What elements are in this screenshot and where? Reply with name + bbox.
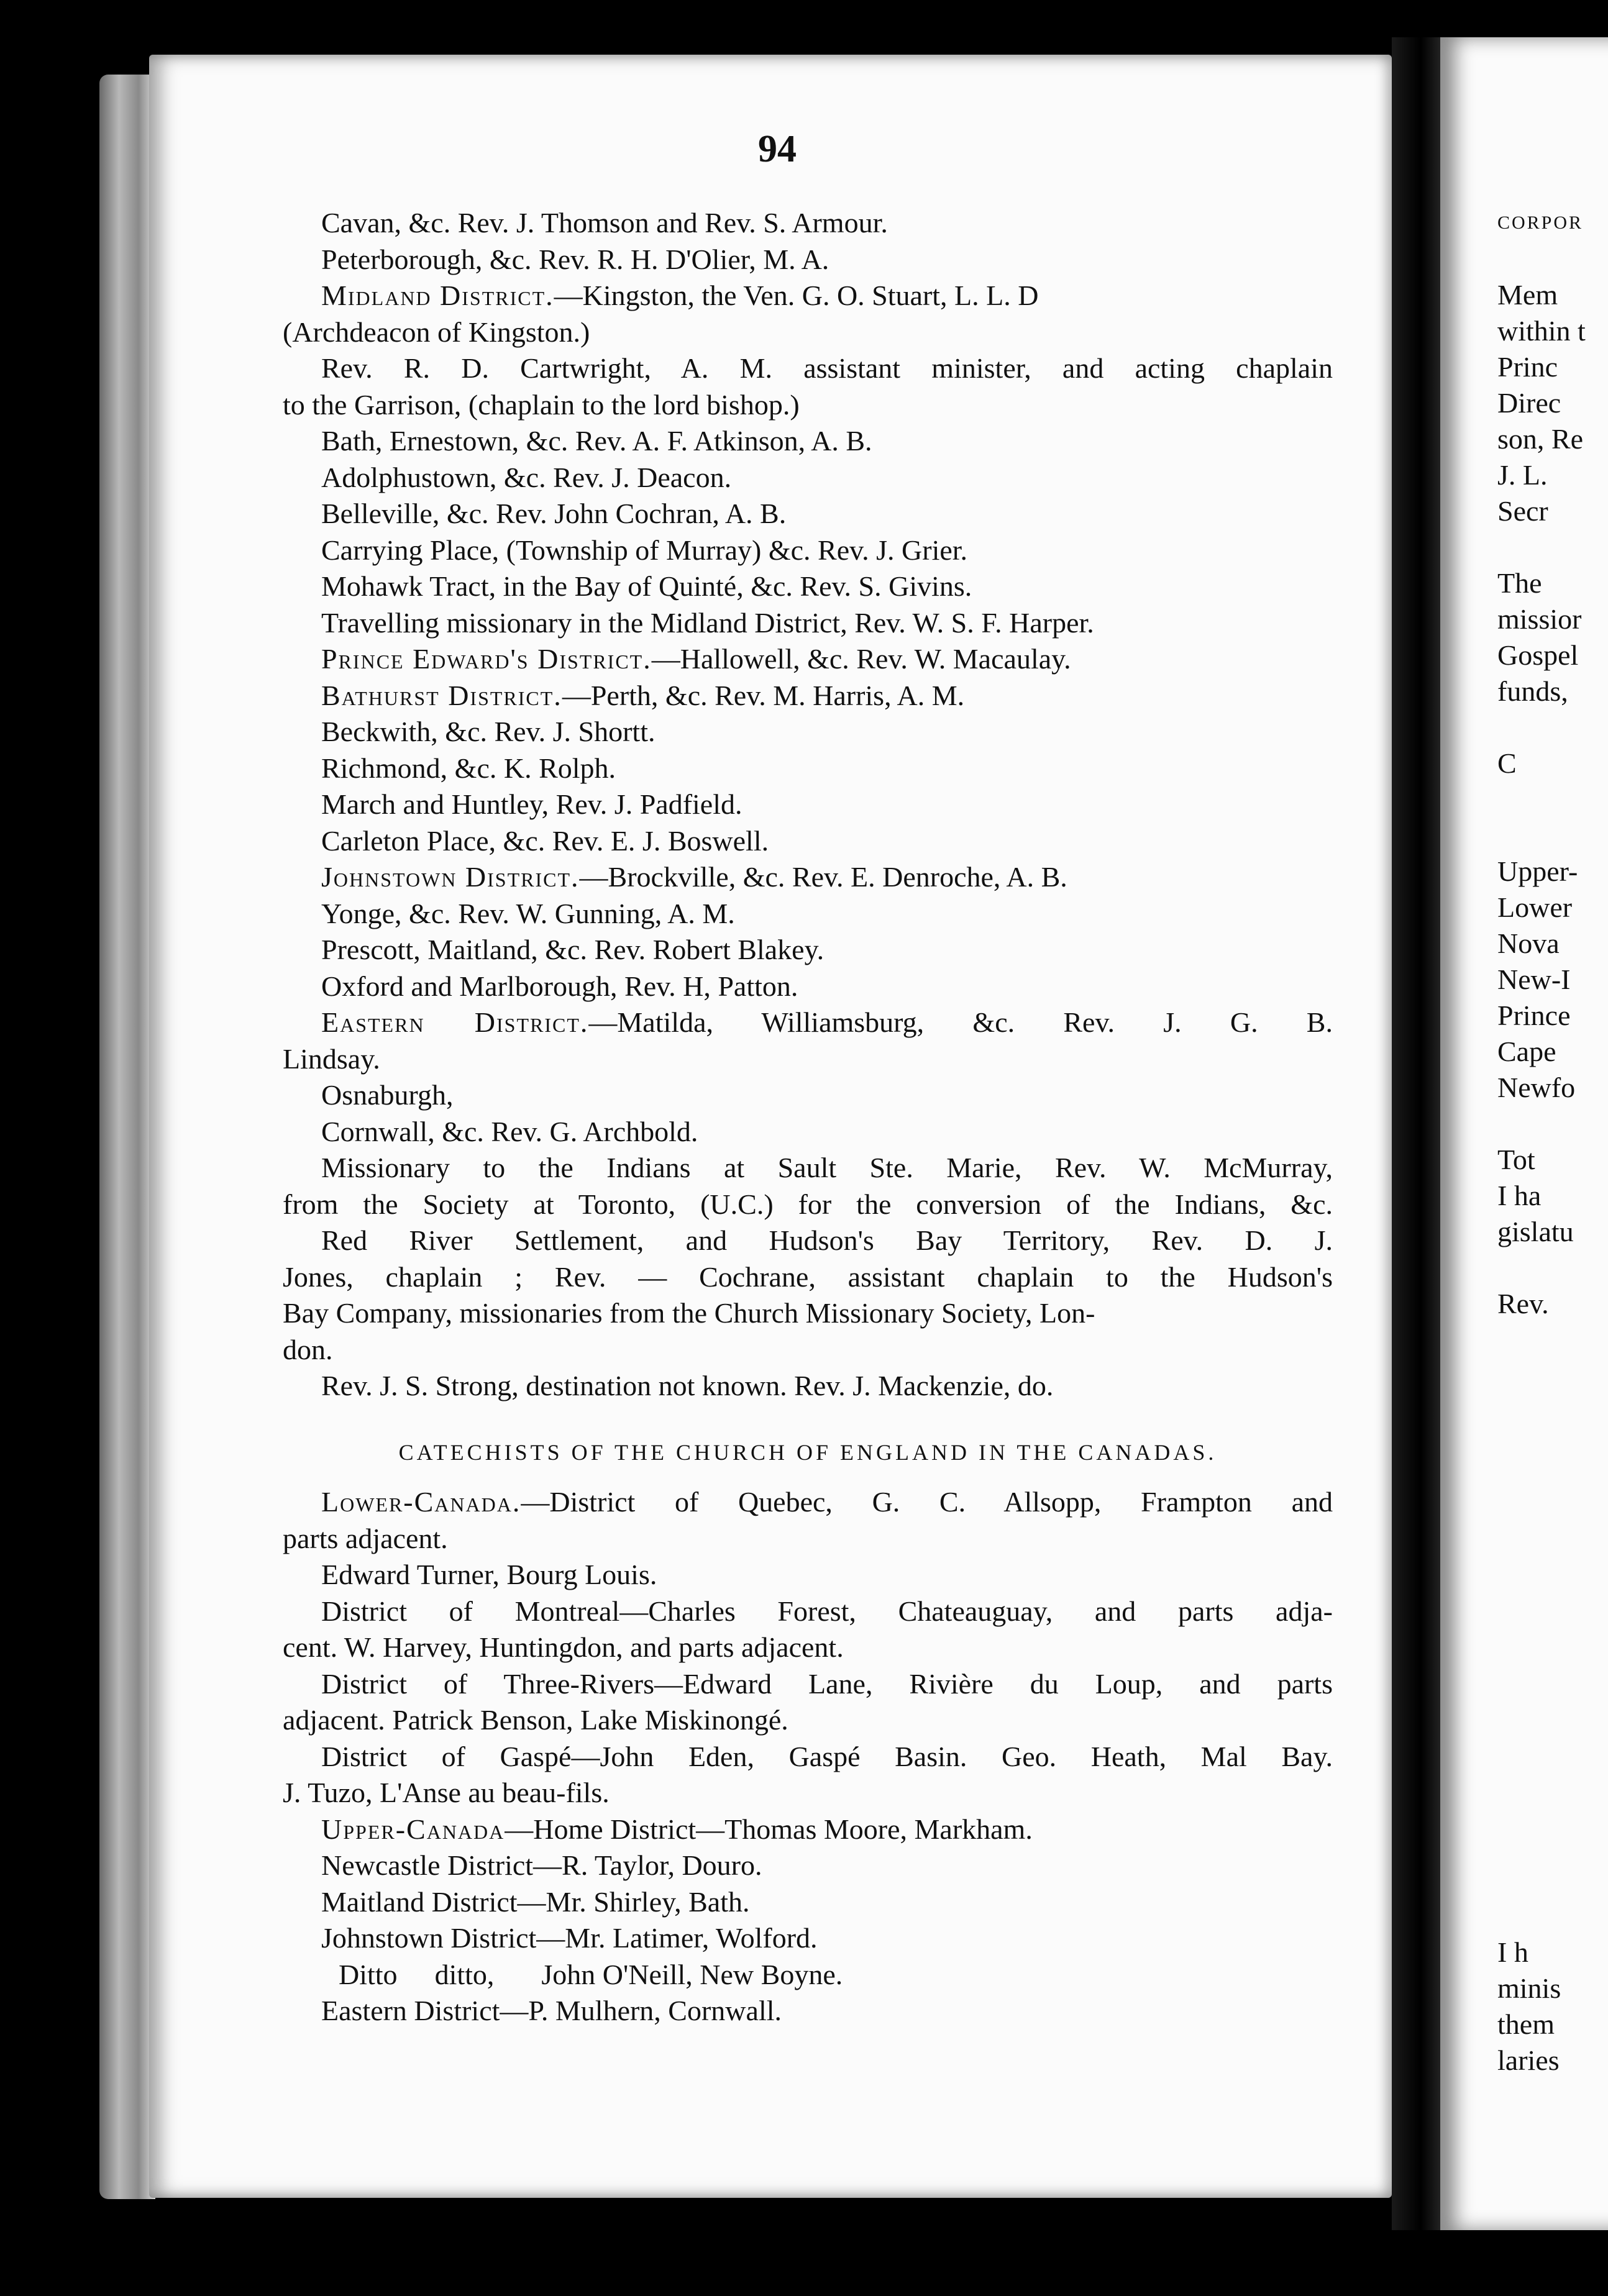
text-line: Maitland District—Mr. Shirley, Bath. [321, 1885, 750, 1918]
right-page-line [1497, 1250, 1608, 1286]
text-line: Cavan, &c. Rev. J. Thomson and Rev. S. Armour. [321, 207, 888, 239]
district-entry: —Home District—Thomas Moore, Markham. [505, 1813, 1033, 1845]
text-line [283, 678, 1333, 714]
text-line: Edward Turner, Bourg Louis. [321, 1559, 657, 1590]
district-name: Eastern District. [321, 1006, 589, 1038]
ditto-line: Ditto ditto, John O'Neill, New Boyne. [339, 1958, 843, 1990]
right-page-line [1497, 529, 1608, 565]
district-name: Midland District. [321, 280, 554, 311]
right-page-line: Newfo [1497, 1072, 1576, 1103]
right-page-line [1497, 1718, 1608, 1754]
text-column [283, 205, 1333, 2030]
right-page-line [1497, 1430, 1608, 1466]
text-line: Travelling missionary in the Midland District, Rev. W. S. F. Harper. [321, 606, 1094, 639]
text-line: Missionary to the Indians at Sault Ste. Marie, Rev. W. McMurray, [321, 1152, 1333, 1183]
right-page-text [1497, 205, 1608, 2079]
right-page-line: minis [1497, 1972, 1561, 2004]
right-page-line: C [1497, 747, 1517, 779]
right-page-line [1497, 1610, 1608, 1646]
right-page-line: Upper- [1497, 855, 1578, 887]
page-number: 94 [758, 128, 797, 170]
right-page-line: funds, [1497, 675, 1568, 707]
text-line: Red River Settlement, and Hudson's Bay Territory, Rev. D. J. [321, 1224, 1333, 1256]
right-page-line [1497, 1790, 1608, 1826]
right-page-line: them [1497, 2008, 1555, 2040]
right-page-line: laries [1497, 2044, 1560, 2076]
text-line: Rev. R. D. Cartwright, A. M. assistant minister, and acting chaplain [321, 352, 1333, 384]
district-entry: —District of Quebec, G. C. Allsopp, Frampton and [521, 1486, 1333, 1518]
text-line: Richmond, &c. K. Rolph. [321, 752, 616, 784]
district-entry: —Hallowell, &c. Rev. W. Macaulay. [651, 643, 1071, 675]
right-page-line: I h [1497, 1936, 1528, 1968]
text-line [283, 1004, 1333, 1041]
text-line: Mohawk Tract, in the Bay of Quinté, &c. Rev. S. Givins. [321, 570, 972, 602]
district-entry: —Perth, &c. Rev. M. Harris, A. M. [562, 679, 965, 711]
right-page-line: Lower [1497, 891, 1573, 923]
district-name: Lower-Canada. [321, 1486, 521, 1518]
right-page-line: J. L. [1497, 459, 1548, 491]
book-gutter [1392, 37, 1440, 2230]
text-line [283, 641, 1333, 678]
text-line: District of Montreal—Charles Forest, Chateauguay, and parts adja- [321, 1595, 1333, 1627]
right-page-line: Mem [1497, 279, 1558, 311]
district-name: Upper-Canada [321, 1813, 505, 1845]
text-line: Bath, Ernestown, &c. Rev. A. F. Atkinson, A. B. [321, 425, 872, 457]
text-line: District of Three-Rivers—Edward Lane, Rivière du Loup, and parts [321, 1667, 1333, 1700]
book-spine [99, 75, 155, 2199]
right-page-line: Cape [1497, 1036, 1556, 1067]
text-line: Johnstown District—Mr. Latimer, Wolford. [321, 1922, 818, 1954]
text-line [283, 1484, 1333, 1521]
right-page-line [1497, 1826, 1608, 1862]
right-page-line [1497, 1682, 1608, 1718]
right-page-line [1497, 1466, 1608, 1502]
text-line: Newcastle District—R. Taylor, Douro. [321, 1849, 762, 1881]
text-line: District of Gaspé—John Eden, Gaspé Basin. Geo. Heath, Mal Bay. [321, 1740, 1333, 1772]
right-page-line: New-I [1497, 964, 1571, 995]
text-line: to the Garrison, (chaplain to the lord bishop.) [283, 388, 800, 421]
text-line: Cornwall, &c. Rev. G. Archbold. [321, 1115, 698, 1147]
right-page-line [1497, 1322, 1608, 1358]
right-page-line [1497, 1898, 1608, 1934]
text-line: parts adjacent. [283, 1522, 448, 1554]
text-line: Rev. J. S. Strong, destination not known. Rev. J. Mackenzie, do. [321, 1370, 1054, 1401]
right-page-line: within t [1497, 315, 1586, 347]
right-page-line: Nova [1497, 927, 1560, 959]
text-line: Yonge, &c. Rev. W. Gunning, A. M. [321, 897, 735, 929]
district-entry: —Kingston, the Ven. G. O. Stuart, L. L. D [554, 280, 1039, 311]
text-line: Osnaburgh, [321, 1079, 454, 1111]
text-line: Jones, chaplain ; Rev. — Cochrane, assistant chaplain to the Hudson's [283, 1260, 1333, 1293]
right-page-line: Rev. [1497, 1288, 1549, 1319]
text-line: March and Huntley, Rev. J. Padfield. [321, 788, 742, 820]
text-line-last: Eastern District—P. Mulhern, Cornwall. [321, 1995, 782, 2026]
right-page-line [1497, 241, 1608, 277]
right-page-line: gislatu [1497, 1216, 1574, 1247]
text-line: Peterborough, &c. Rev. R. H. D'Olier, M. A. [321, 243, 829, 275]
text-line: Beckwith, &c. Rev. J. Shortt. [321, 716, 656, 747]
text-line: Carleton Place, &c. Rev. E. J. Boswell. [321, 824, 769, 857]
text-line: cent. W. Harvey, Huntingdon, and parts adjacent. [283, 1631, 844, 1663]
text-line: Bay Company, missionaries from the Church Missionary Society, Lon- [283, 1297, 1095, 1329]
district-name: Johnstown District. [321, 861, 580, 893]
right-page-line [1497, 1646, 1608, 1682]
right-page-line [1497, 1394, 1608, 1430]
text-line: (Archdeacon of Kingston.) [283, 316, 590, 348]
right-page-line [1497, 1358, 1608, 1394]
text-line: don. [283, 1333, 333, 1365]
right-page-line [1497, 1862, 1608, 1898]
district-entry: —Matilda, Williamsburg, &c. Rev. J. G. B. [588, 1006, 1333, 1038]
right-page-line [1497, 781, 1608, 818]
text-line [283, 278, 1333, 314]
right-page-line [1497, 818, 1608, 854]
right-page-line: Gospel [1497, 639, 1579, 671]
right-page-line: son, Re [1497, 423, 1583, 455]
right-page-line [1497, 1502, 1608, 1538]
right-page-line: Prince [1497, 1000, 1571, 1031]
text-line: Carrying Place, (Township of Murray) &c. Rev. J. Grier. [321, 534, 968, 566]
text-line [283, 859, 1333, 896]
right-page-line [1497, 709, 1608, 745]
right-page-line: Secr [1497, 495, 1548, 527]
text-line: Prescott, Maitland, &c. Rev. Robert Blakey. [321, 934, 825, 965]
text-line: Belleville, &c. Rev. John Cochran, A. B. [321, 498, 787, 529]
right-page-line: I ha [1497, 1180, 1542, 1211]
right-page-line [1497, 1754, 1608, 1790]
text-line: from the Society at Toronto, (U.C.) for the conversion of the Indians, &c. [283, 1188, 1333, 1220]
right-page-line: Tot [1497, 1144, 1535, 1175]
right-page-line: Direc [1497, 387, 1561, 419]
text-line [283, 1811, 1333, 1848]
catechists-list [283, 1484, 1333, 1957]
text-line: Lindsay. [283, 1042, 380, 1075]
right-page-line [1497, 1538, 1608, 1574]
section-heading: CATECHISTS OF THE CHURCH OF ENGLAND IN THE CANADAS. [398, 1439, 1217, 1465]
right-page-line: missior [1497, 603, 1582, 635]
text-line: J. Tuzo, L'Anse au beau-fils. [283, 1777, 610, 1808]
right-page-line: CORPOR [1497, 212, 1584, 233]
district-name: Bathurst District. [321, 679, 562, 711]
text-line: Oxford and Marlborough, Rev. H, Patton. [321, 970, 798, 1002]
right-page-line: Princ [1497, 351, 1558, 383]
right-page-line [1497, 1106, 1608, 1142]
text-line: adjacent. Patrick Benson, Lake Miskinongé. [283, 1704, 788, 1736]
district-name: Prince Edward's District. [321, 643, 652, 675]
text-line: Adolphustown, &c. Rev. J. Deacon. [321, 461, 732, 493]
right-page-line [1497, 1574, 1608, 1610]
right-page-line: The [1497, 567, 1542, 599]
district-entry: —Brockville, &c. Rev. E. Denroche, A. B. [579, 861, 1067, 893]
clergy-list [283, 205, 1333, 1405]
